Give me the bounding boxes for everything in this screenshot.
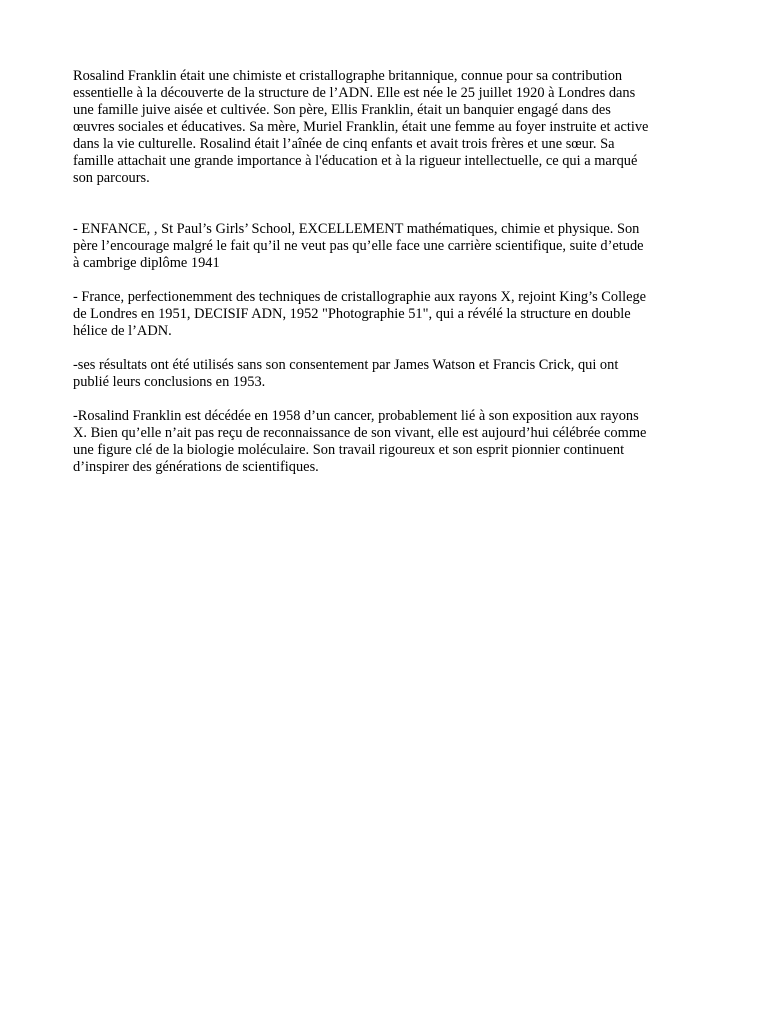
text-line: -Rosalind Franklin est décédée en 1958 d’un cancer, probablement lié à son exposition aux rayons <box>73 408 639 424</box>
paragraph-deces <box>73 408 698 476</box>
text-line: essentielle à la découverte de la structure de l’ADN. Elle est née le 25 juillet 1920 à Londres dans <box>73 85 636 101</box>
paragraph-spacer <box>73 272 698 289</box>
paragraph-enfance <box>73 221 698 272</box>
text-line: hélice de l’ADN. <box>73 323 172 339</box>
paragraph-france <box>73 289 698 340</box>
text-line: à cambrige diplôme 1941 <box>73 255 220 271</box>
text-line: père l’encourage malgré le fait qu’il ne veut pas qu’elle face une carrière scientifique, suite d’etude <box>73 238 644 254</box>
text-line: de Londres en 1951, DECISIF ADN, 1952 "Photographie 51", qui a révélé la structure en double <box>73 306 631 322</box>
paragraph-spacer <box>73 340 698 357</box>
text-line: œuvres sociales et éducatives. Sa mère, Muriel Franklin, était une femme au foyer instruite et active <box>73 119 649 135</box>
paragraph-intro <box>73 68 698 187</box>
text-line: - ENFANCE, , St Paul’s Girls’ School, EXCELLEMENT mathématiques, chimie et physique. Son <box>73 221 640 237</box>
text-line: - France, perfectionemment des techniques de cristallographie aux rayons X, rejoint King’s College <box>73 289 647 305</box>
paragraph-spacer <box>73 391 698 408</box>
paragraph-spacer <box>73 187 698 221</box>
document-body[interactable] <box>73 68 698 476</box>
text-line: dans la vie culturelle. Rosalind était l’aînée de cinq enfants et avait trois frères et une sœur. Sa <box>73 136 615 152</box>
text-line: publié leurs conclusions en 1953. <box>73 374 266 390</box>
text-line: son parcours. <box>73 170 150 186</box>
paragraph-resultats <box>73 357 698 391</box>
text-line: -ses résultats ont été utilisés sans son consentement par James Watson et Francis Crick, qui ont <box>73 357 619 373</box>
text-line: famille attachait une grande importance à l'éducation et à la rigueur intellectuelle, ce qui a marqué <box>73 153 638 169</box>
text-line: une famille juive aisée et cultivée. Son père, Ellis Franklin, était un banquier engagé dans des <box>73 102 611 118</box>
text-line: une figure clé de la biologie moléculaire. Son travail rigoureux et son esprit pionnier continuent <box>73 442 625 458</box>
text-line: X. Bien qu’elle n’ait pas reçu de reconnaissance de son vivant, elle est aujourd’hui célébrée comme <box>73 425 647 441</box>
text-line: d’inspirer des générations de scientifiques. <box>73 459 319 475</box>
text-line: Rosalind Franklin était une chimiste et cristallographe britannique, connue pour sa contribution <box>73 68 623 84</box>
